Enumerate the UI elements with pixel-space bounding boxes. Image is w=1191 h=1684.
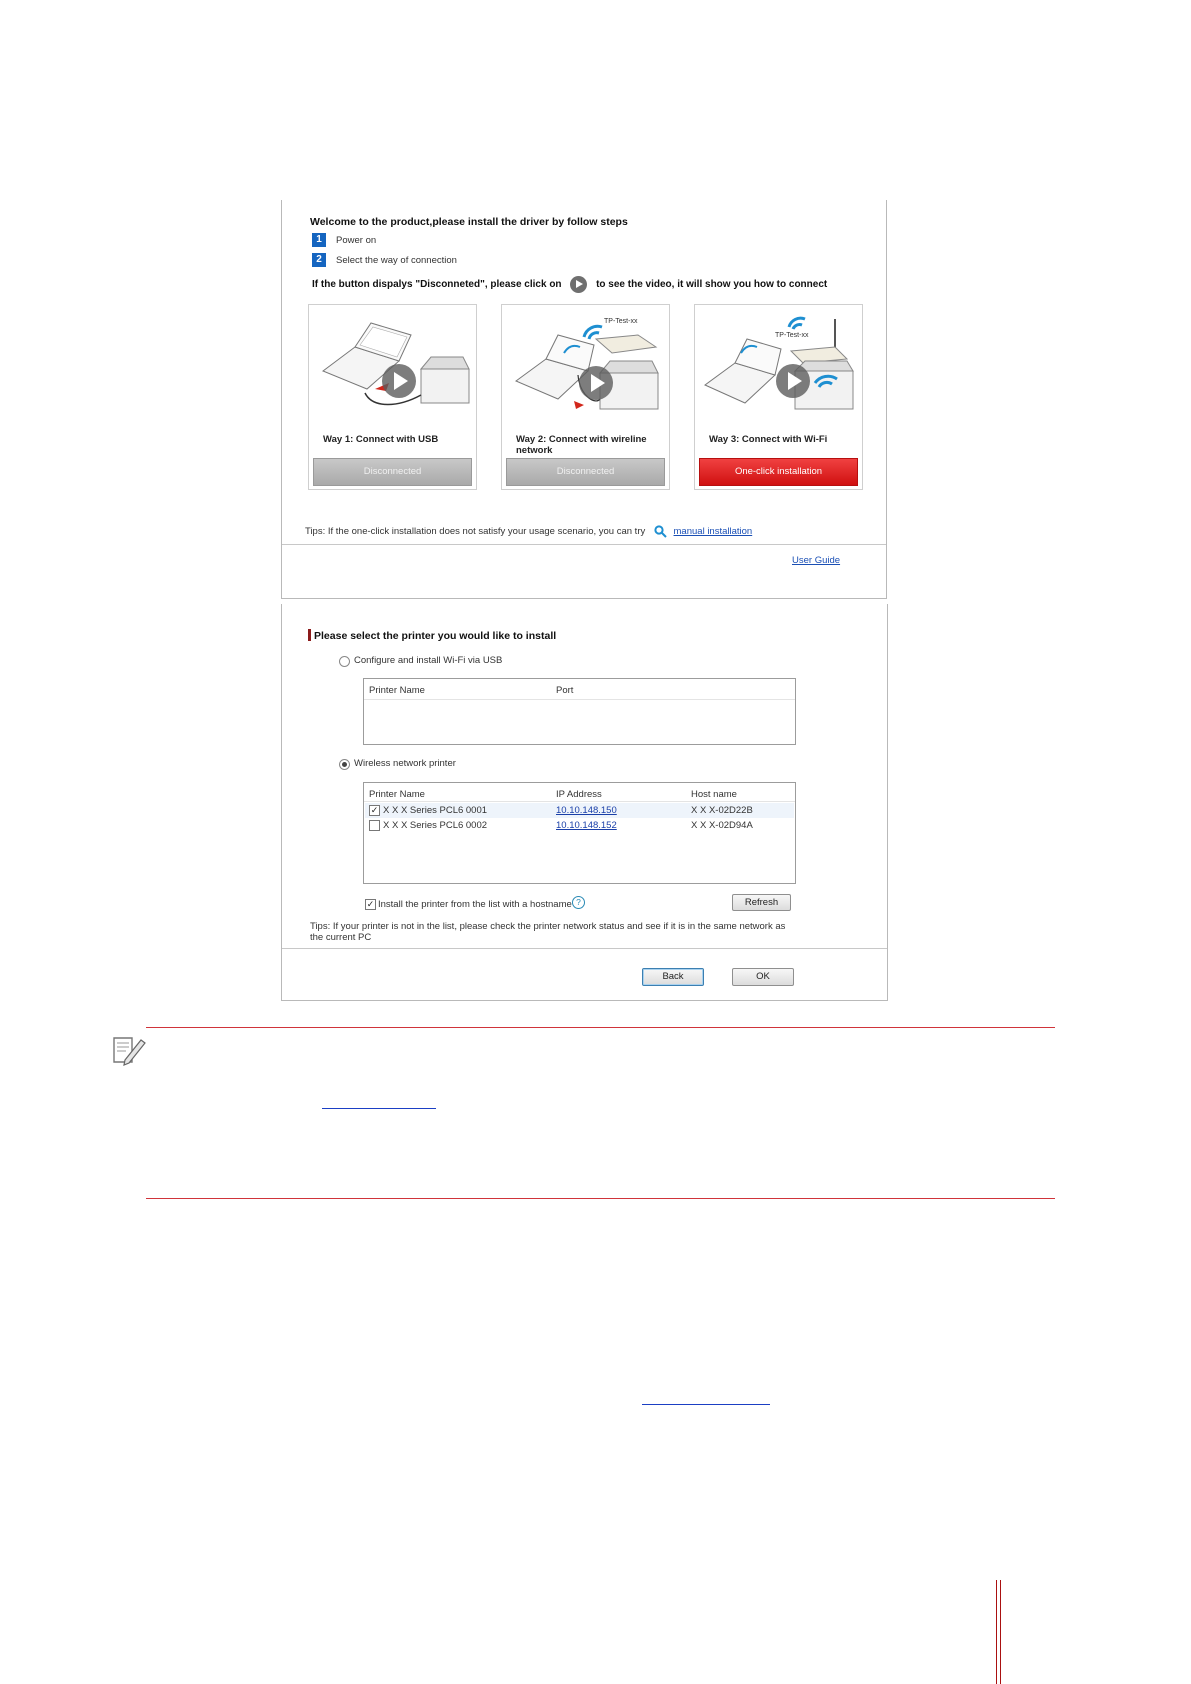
- step-1-text: Power on: [336, 235, 377, 246]
- printer-1-name: X X X Series PCL6 0001: [383, 805, 488, 816]
- connection-wizard-panel: [281, 200, 887, 599]
- usb-option-radio[interactable]: [339, 656, 350, 667]
- way-card-wifi: [694, 304, 863, 490]
- one-click-installation-button[interactable]: One-click installation: [699, 458, 858, 486]
- usb-col-port: Port: [556, 685, 574, 696]
- title-marker: [308, 629, 311, 641]
- way-card-usb: [308, 304, 477, 490]
- usb-connection-illustration: [313, 309, 471, 421]
- way-2-network-tag: TP-Test-xx: [604, 318, 638, 325]
- way-card-wired: [501, 304, 670, 490]
- welcome-title: Welcome to the product,please install the driver by follow steps: [310, 216, 628, 228]
- page-edge-rule: [1000, 1580, 1001, 1684]
- col-printer-name: Printer Name: [369, 789, 425, 800]
- video-hint: [312, 276, 827, 293]
- way-2-label: Way 2: Connect with wireline network: [516, 434, 647, 456]
- printer-selection-panel: [281, 604, 888, 1001]
- divider: [282, 948, 887, 949]
- tips-text: Tips: If the one-click installation does not satisfy your usage scenario, you can try: [305, 526, 646, 538]
- help-circle-icon[interactable]: ?: [572, 896, 585, 909]
- search-icon: [654, 525, 667, 538]
- refresh-button[interactable]: Refresh: [732, 894, 791, 911]
- table-row[interactable]: [365, 803, 794, 818]
- printer-selection-title: Please select the printer you would like to install: [314, 630, 557, 642]
- way-1-disconnected-button[interactable]: Disconnected: [313, 458, 472, 486]
- col-host-name: Host name: [691, 789, 737, 800]
- tips-manual-install: [305, 525, 752, 538]
- wireless-option-radio[interactable]: [339, 759, 350, 770]
- way-1-label: Way 1: Connect with USB: [323, 434, 439, 445]
- play-icon: [570, 276, 587, 293]
- video-hint-before: If the button dispalys "Disconneted", please click on: [312, 279, 562, 291]
- col-ip-address: IP Address: [556, 789, 602, 800]
- wireless-printer-table[interactable]: [363, 782, 796, 884]
- hyperlink-underline[interactable]: [322, 1108, 436, 1109]
- step-2-badge: 2: [312, 253, 326, 267]
- note-bottom-rule: [146, 1198, 1055, 1199]
- way-2-disconnected-button[interactable]: Disconnected: [506, 458, 665, 486]
- back-button[interactable]: Back: [642, 968, 704, 986]
- printer-1-host: X X X-02D22B: [691, 805, 753, 816]
- step-1-badge: 1: [312, 233, 326, 247]
- printer-2-name: X X X Series PCL6 0002: [383, 820, 488, 831]
- step-2-text: Select the way of connection: [336, 255, 457, 266]
- way-3-network-tag: TP-Test-xx: [775, 332, 809, 339]
- printer-1-checkbox[interactable]: ✓: [370, 805, 379, 815]
- tips-not-in-list: Tips: If your printer is not in the list, please check the printer network status and see if it is in the same network as the current PC: [310, 921, 786, 943]
- usb-col-printer-name: Printer Name: [369, 685, 425, 696]
- wireless-option-label[interactable]: Wireless network printer: [354, 758, 456, 769]
- page-edge-rule: [996, 1580, 997, 1684]
- note-top-rule: [146, 1027, 1055, 1028]
- printer-2-ip[interactable]: 10.10.148.152: [556, 820, 617, 831]
- way-3-label: Way 3: Connect with Wi-Fi: [709, 434, 828, 445]
- printer-2-host: X X X-02D94A: [691, 820, 753, 831]
- wired-connection-illustration: [506, 309, 664, 421]
- printer-1-ip[interactable]: 10.10.148.150: [556, 805, 617, 816]
- hyperlink-underline[interactable]: [642, 1404, 770, 1405]
- printer-2-checkbox[interactable]: [369, 820, 380, 831]
- usb-option-label[interactable]: Configure and install Wi-Fi via USB: [354, 655, 503, 666]
- divider: [282, 544, 886, 545]
- table-header-rule: [364, 801, 795, 802]
- note-pencil-icon: [111, 1034, 147, 1070]
- ok-button[interactable]: OK: [732, 968, 794, 986]
- video-hint-after: to see the video, it will show you how to connect: [596, 279, 828, 291]
- manual-installation-link[interactable]: manual installation: [673, 526, 753, 538]
- hostname-checkbox[interactable]: ✓: [366, 899, 375, 909]
- hostname-checkbox-label[interactable]: Install the printer from the list with a hostname: [378, 899, 572, 910]
- wifi-connection-illustration: [699, 309, 857, 421]
- user-guide-link[interactable]: User Guide: [792, 555, 841, 566]
- table-row[interactable]: [365, 818, 794, 833]
- usb-printer-table[interactable]: [363, 678, 796, 745]
- table-header-rule: [364, 699, 795, 700]
